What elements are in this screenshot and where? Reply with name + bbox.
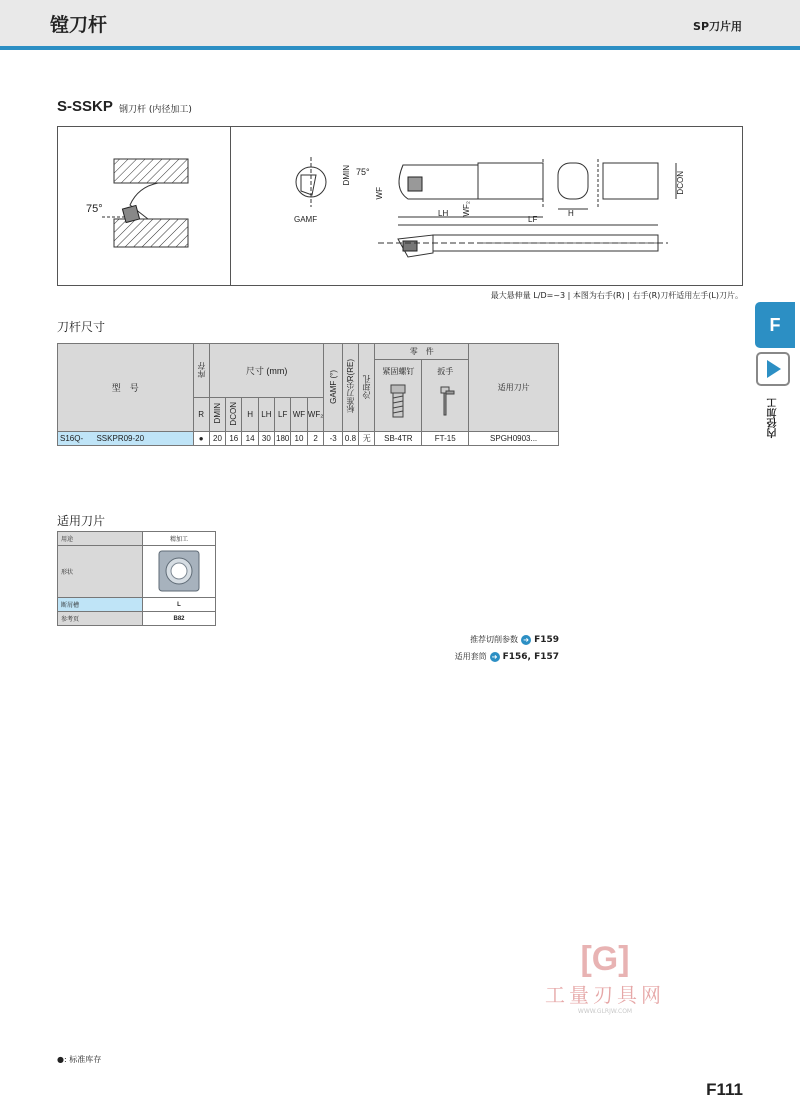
label-h: H xyxy=(568,209,574,218)
watermark xyxy=(540,940,670,1015)
header-wrench: 扳手 xyxy=(422,360,469,432)
header-coolant: 冷却孔 xyxy=(359,344,375,432)
chip-value: L xyxy=(143,598,216,612)
header-lh: LH xyxy=(258,398,274,432)
insert-table xyxy=(57,531,216,626)
diagram-note: 最大悬伸量 L/D=~3 | 本图为右手(R) | 右手(R)刀杆适用左手(L)刀片。 xyxy=(490,291,743,300)
header-wf: WF xyxy=(291,398,307,432)
ref-sleeves[interactable]: 适用套筒 ➜ F156, F157 xyxy=(454,651,559,662)
header-gamf: GAMF (°) xyxy=(324,344,342,432)
bar-shank-end xyxy=(603,163,658,199)
cell-model: S16Q- SSKPR09-20 xyxy=(58,432,194,446)
cell-insert: SPGH0903... xyxy=(469,432,559,446)
bar-end-profile xyxy=(558,163,588,199)
section-label: 内径加工 xyxy=(768,398,779,438)
header-dims: 尺寸 (mm) xyxy=(209,344,324,398)
section-tab[interactable]: F xyxy=(755,302,795,348)
cell-coolant: 无 xyxy=(359,432,375,446)
product-description: 钢刀杆 (内径加工) xyxy=(119,105,192,115)
arrow-icon: ➜ xyxy=(490,652,500,662)
header-r: R xyxy=(193,398,209,432)
ref-cutting-params[interactable]: 推荐切削参数 ➜ F159 xyxy=(470,634,559,645)
page-number: F111 xyxy=(706,1080,743,1099)
product-code: S-SSKP xyxy=(57,98,113,115)
use-value: 精加工 xyxy=(143,532,216,546)
use-label: 用途 xyxy=(58,532,143,546)
diagram-divider xyxy=(230,127,231,285)
screw-icon xyxy=(387,383,409,419)
label-dcon: DCON xyxy=(676,171,685,195)
header-dcon: DCON xyxy=(226,398,242,432)
stock-legend: ●: 标准库存 xyxy=(57,1055,102,1064)
workpiece-bottom xyxy=(114,219,188,247)
page-title: 镗刀杆 xyxy=(50,14,108,36)
watermark-logo: [G] xyxy=(580,940,630,978)
page-label: 参考页 xyxy=(58,612,143,626)
bar-shank-top xyxy=(478,163,543,199)
cell-h: 14 xyxy=(242,432,258,446)
chip-label: 断屑槽 xyxy=(58,598,143,612)
cell-lf: 180 xyxy=(275,432,291,446)
watermark-url: WWW.GLRJW.COM xyxy=(577,1008,633,1015)
header-re: 标准刀尖R(RE) xyxy=(342,344,358,432)
tool-diagram xyxy=(57,126,743,286)
header-insert: 适用刀片 xyxy=(469,344,559,432)
label-wf2: WF₂ xyxy=(462,201,471,217)
header-dmin: DMIN xyxy=(209,398,225,432)
label-dmin: DMIN xyxy=(342,165,351,186)
page-header xyxy=(0,0,800,50)
label-gamf: GAMF xyxy=(294,215,318,224)
insert-shape-icon xyxy=(154,547,204,595)
bar-head-left xyxy=(130,183,188,219)
cell-lh: 30 xyxy=(258,432,274,446)
shape-label: 形状 xyxy=(58,546,143,598)
cell-wf: 10 xyxy=(291,432,307,446)
cell-dmin: 20 xyxy=(209,432,225,446)
cell-wf2: 2 xyxy=(307,432,324,446)
header-stock: 库存 xyxy=(193,344,209,398)
insert-top xyxy=(408,177,422,191)
spec-section-title: 刀杆尺寸 xyxy=(57,320,106,334)
page-value: B82 xyxy=(143,612,216,626)
cell-re: 0.8 xyxy=(342,432,358,446)
table-row xyxy=(58,432,559,446)
shape-image xyxy=(143,546,216,598)
cell-stock: ● xyxy=(193,432,209,446)
cell-wrench: FT-15 xyxy=(422,432,469,446)
page-subtitle: SP刀片用 xyxy=(693,20,742,33)
label-lh: LH xyxy=(438,209,449,218)
angle-label-left: 75° xyxy=(86,203,103,215)
header-h: H xyxy=(242,398,258,432)
diagram-drawing xyxy=(58,127,744,287)
header-lf: LF xyxy=(275,398,291,432)
angle-label-right: 75° xyxy=(356,167,370,177)
label-wf: WF xyxy=(375,187,384,200)
play-icon[interactable] xyxy=(756,352,790,386)
spec-table xyxy=(57,343,559,446)
insert-left xyxy=(122,205,139,222)
insert-section-title: 适用刀片 xyxy=(57,514,106,528)
wrench-icon xyxy=(433,383,457,419)
header-wf2: WF₂ xyxy=(307,398,324,432)
workpiece-top xyxy=(114,159,188,183)
cell-gamf: -3 xyxy=(324,432,342,446)
arrow-icon: ➜ xyxy=(521,635,531,645)
header-parts: 零 件 xyxy=(375,344,469,360)
cell-screw: SB-4TR xyxy=(375,432,422,446)
watermark-name: 工量刃具网 xyxy=(545,983,665,1007)
header-model: 型 号 xyxy=(58,344,194,432)
header-screw: 紧固螺钉 xyxy=(375,360,422,432)
cell-dcon: 16 xyxy=(226,432,242,446)
label-lf: LF xyxy=(528,215,538,224)
